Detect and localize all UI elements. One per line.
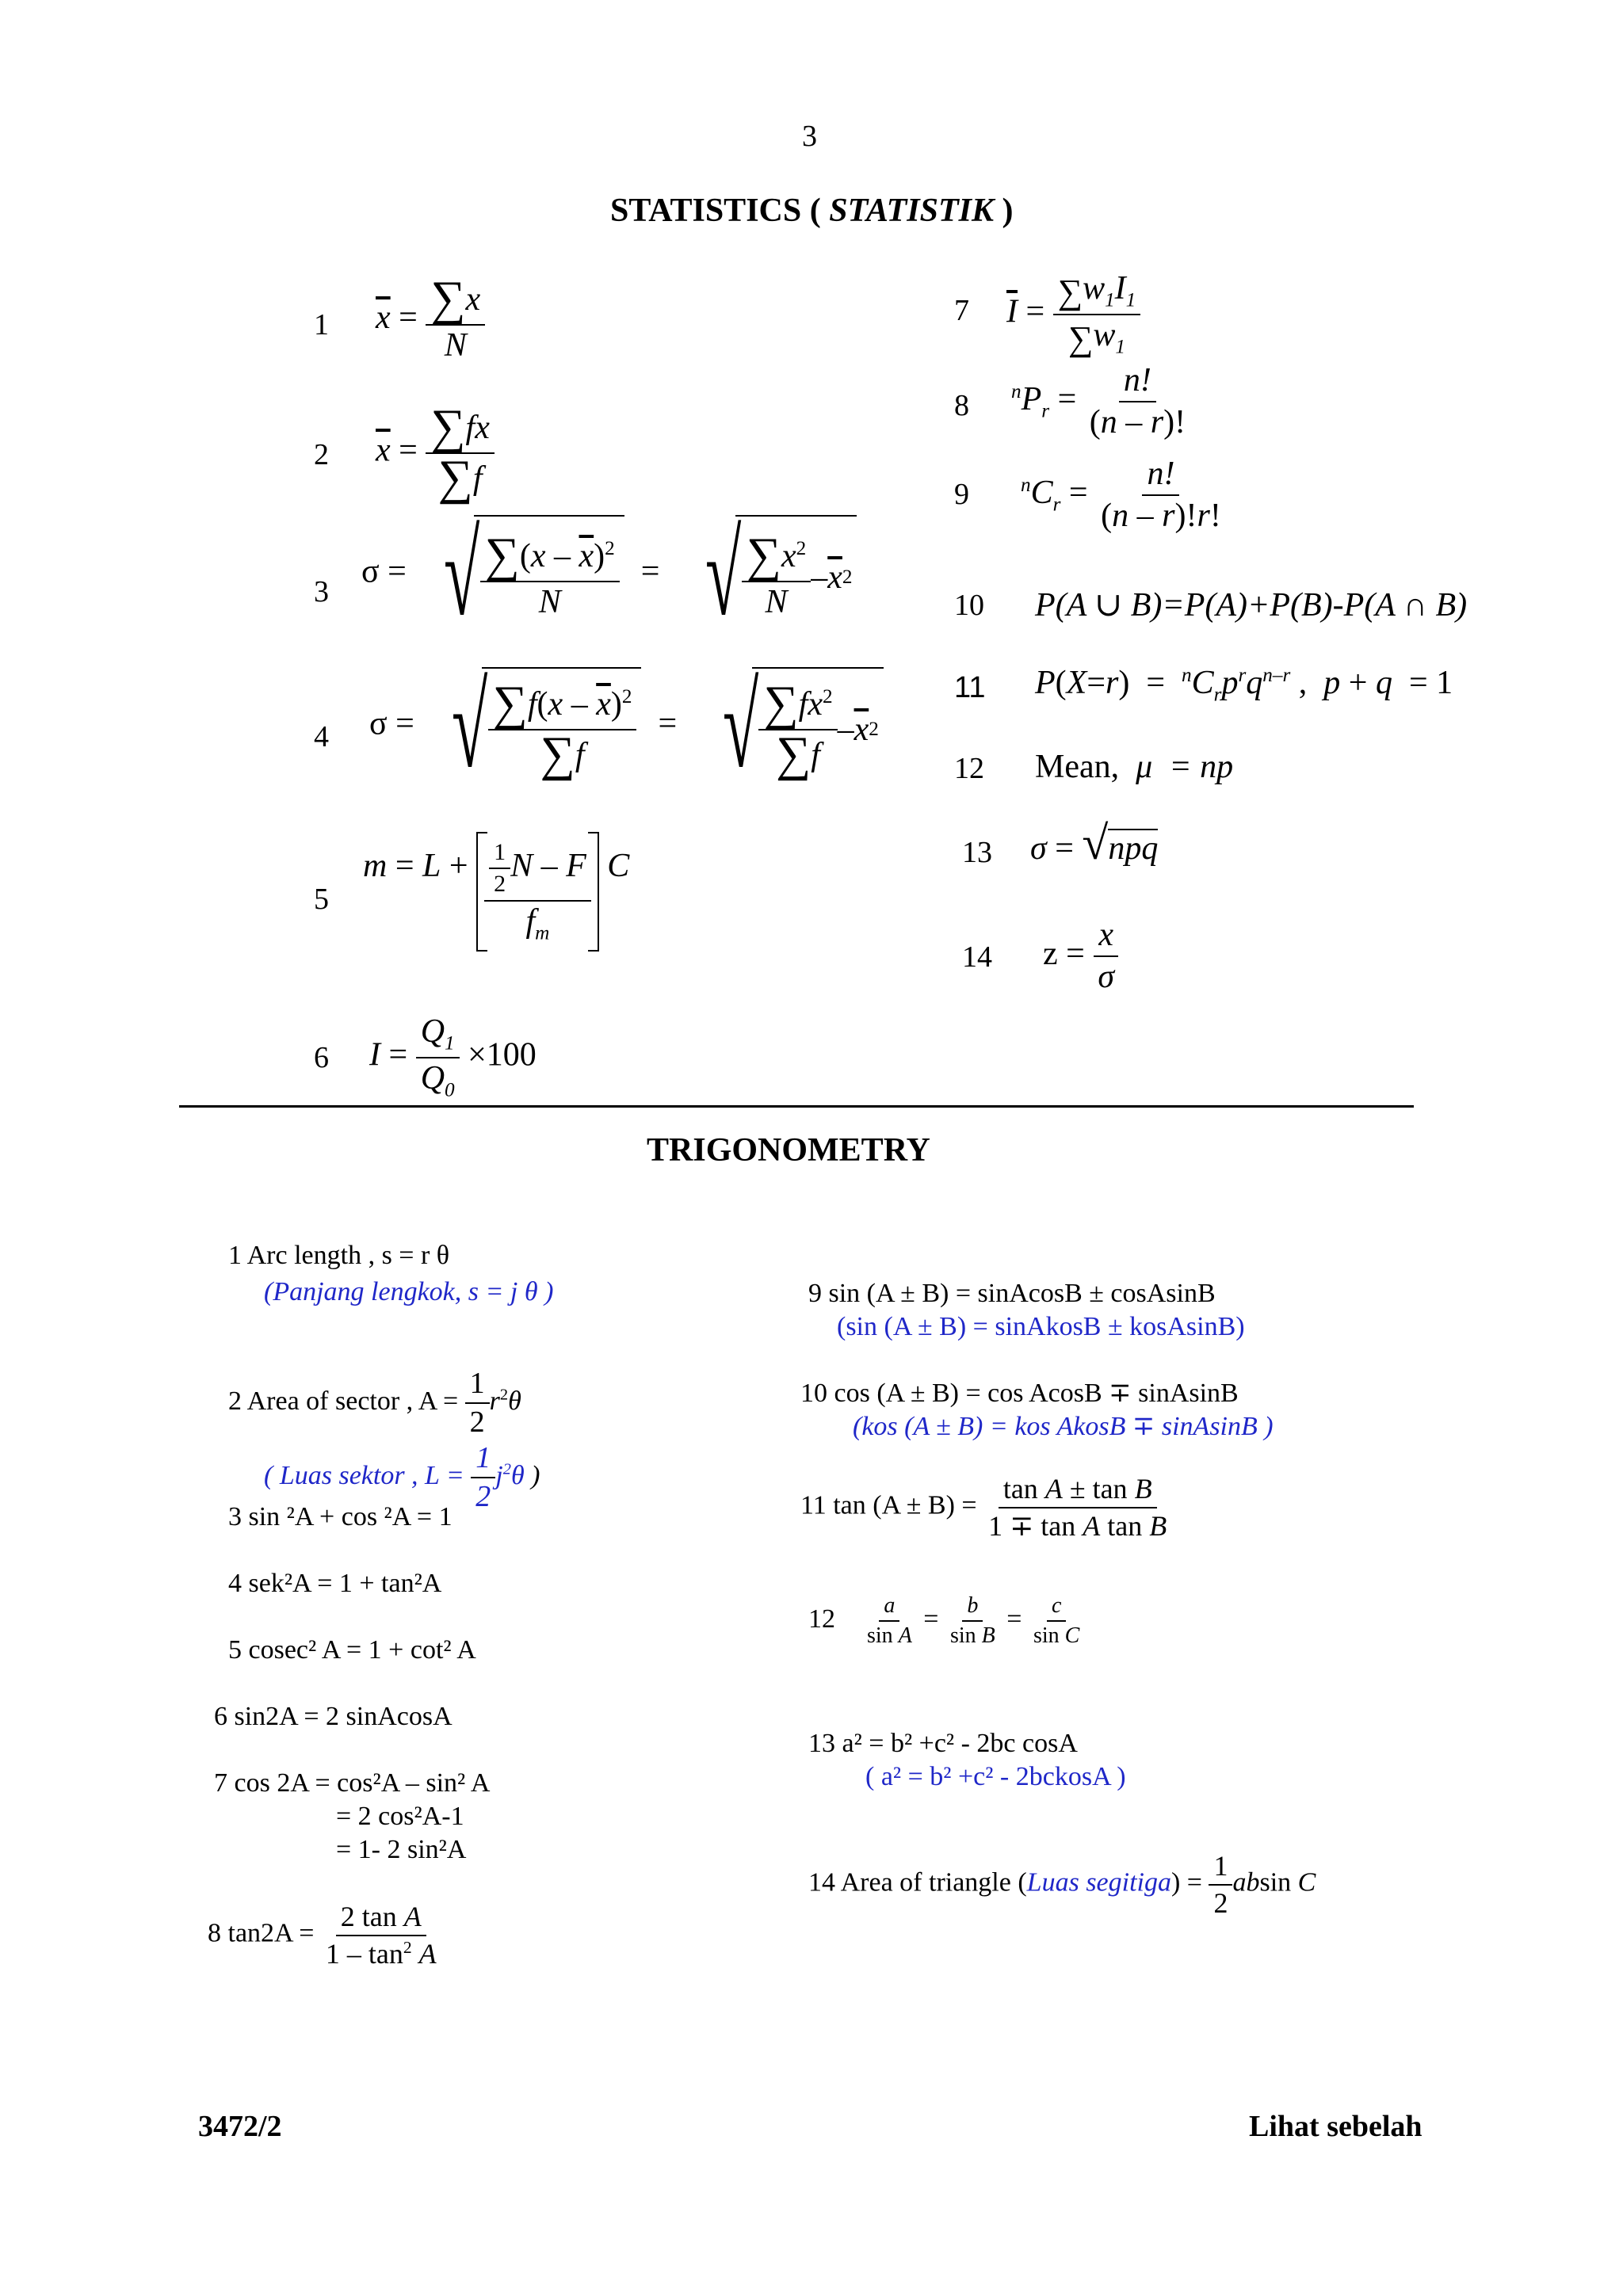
trig-formula-2-malay-text: ( Luas sektor , L =	[264, 1460, 464, 1490]
trig-formula-3: 3 sin ²A + cos ²A = 1	[228, 1502, 453, 1531]
trig-formula-11-text: 11 tan (A ± B) =	[800, 1490, 977, 1520]
stat-number-3: 3	[314, 575, 329, 608]
trig-formula-7: 7 cos 2A = cos²A – sin² A	[214, 1768, 491, 1798]
stat-number-8: 8	[954, 389, 969, 422]
stat-formula-9: $^nC_r$ = $\frac{n!}{(n - r)!r!}$	[1021, 456, 1221, 535]
statistics-heading-italic: STATISTIK	[829, 193, 994, 229]
stat-number-7: 7	[954, 294, 969, 327]
trig-formula-2-text: 2 Area of sector , A =	[228, 1386, 459, 1416]
trig-formula-11: 11 tan (A ± B) = $\frac{\text{tan A ± tan B}}{\text{1 ∓ tan A tan B}}$	[800, 1473, 1167, 1542]
stat-formula-7: $\overline{I}$ = $\frac{\sum w_1I_1}{\sum w_1}$	[1006, 271, 1140, 357]
statistics-heading-close: )	[1002, 193, 1014, 229]
trig-formula-2-malay: ( Luas sektor , L = $\frac{1}{2}$ $j^2\theta$ )	[264, 1441, 540, 1514]
stat-formula-10: P(A ∪ B)=P(A)+P(B)-P(A ∩ B)	[1035, 587, 1468, 624]
stat-formula-2: $\overline{x}$ = $\frac{\sum fx}{\sum f}$	[376, 406, 495, 501]
stat-number-4: 4	[314, 720, 329, 753]
trig-formula-6: 6 sin2A = 2 sinAcosA	[214, 1702, 453, 1731]
stat-formula-4: σ = √ $\frac{\sum f(x - \overline{x})^2}{\sum f}$ = √ $\frac{\sum fx^2}{\sum f}$ – $\overline{x}$ 2	[369, 667, 884, 786]
stat-number-13: 13	[962, 836, 992, 869]
stat-formula-11: $P(X=r) = ^nC_rp^rq^{n-r}$ , p + q = 1	[1035, 665, 1453, 706]
stat-number-14: 14	[962, 940, 992, 974]
stat-number-12: 12	[954, 752, 984, 785]
stat-number-11: 11	[954, 671, 986, 704]
page-number: 3	[802, 120, 817, 153]
trig-formula-14-close: ) =	[1170, 1867, 1202, 1897]
stat-formula-1: $\overline{x}$ = $\frac{\sum x}{N}$	[376, 277, 485, 364]
stat-number-2: 2	[314, 438, 329, 471]
trig-formula-14: 14 Area of triangle (Luas segitiga) = $\frac{1}{2}$ absin C	[808, 1850, 1316, 1919]
trig-formula-7-line-2: = 2 cos²A-1	[336, 1802, 464, 1831]
stat-number-10: 10	[954, 589, 984, 622]
stat-number-9: 9	[954, 478, 969, 511]
stat-number-5: 5	[314, 883, 329, 916]
trig-formula-14-text: 14 Area of triangle (	[808, 1867, 1027, 1897]
statistics-heading	[610, 192, 1014, 230]
trig-formula-9: 9 sin (A ± B) = sinAcosB ± cosAsinB	[808, 1279, 1216, 1308]
stat-formula-12: Mean, μ = np	[1035, 749, 1234, 785]
trig-formula-12: 12 $\frac{a}{\text{sin A}}$ = $\frac{b}{\text{sin B}}$ = $\frac{c}{\text{sin C}}$	[808, 1593, 1080, 1649]
trig-formula-10: 10 cos (A ± B) = cos AcosB ∓ sinAsinB	[800, 1379, 1239, 1408]
trigonometry-heading: TRIGONOMETRY	[647, 1132, 930, 1169]
footer-code: 3472/2	[198, 2110, 282, 2143]
trig-formula-8: 8 tan2A = $\frac{\text{2 tan A}}{1 - \tan^2 A}$	[208, 1901, 437, 1970]
stat-formula-6: I = $\frac{Q_1}{Q_0}$ ×100	[369, 1013, 537, 1100]
trig-formula-8-text: 8 tan2A =	[208, 1918, 315, 1948]
trig-formula-1-malay: (Panjang lengkok, s = j θ )	[264, 1277, 554, 1306]
stat-number-1: 1	[314, 308, 329, 341]
trig-formula-9-malay: (sin (A ± B) = sinAkosB ± kosAsinB)	[837, 1312, 1245, 1341]
trig-formula-5: 5 cosec² A = 1 + cot² A	[228, 1635, 476, 1665]
stat-formula-13: σ = √npq	[1030, 817, 1159, 869]
stat-formula-8: $^nP_r$ = $\frac{n!}{(n - r)!}$	[1011, 362, 1186, 441]
trig-formula-7-line-3: = 1- 2 sin²A	[336, 1835, 467, 1864]
trig-formula-13: 13 a² = b² +c² - 2bc cosA	[808, 1729, 1078, 1758]
stat-formula-14: z = $\frac{x}{\sigma}$	[1043, 917, 1119, 996]
trig-formula-12-number: 12	[808, 1604, 835, 1634]
trig-formula-14-malay: Luas segitiga	[1026, 1867, 1171, 1897]
trig-formula-2: 2 Area of sector , A = $\frac{1}{2}$ $r^2\theta$	[228, 1367, 521, 1440]
stat-formula-14-lhs: z =	[1043, 936, 1085, 972]
stat-formula-12-label: Mean,	[1035, 749, 1120, 785]
trig-formula-13-malay: ( a² = b² +c² - 2bckosA )	[865, 1762, 1126, 1791]
trig-formula-10-malay: (kos (A ± B) = kos AkosB ∓ sinAsinB )	[853, 1412, 1274, 1441]
stat-formula-3: σ = √ $\frac{\sum(x - \overline{x})^2}{N}$ = √ $\frac{\sum x^2}{N}$ – $\overline{x}$ 2	[361, 515, 857, 634]
stat-number-6: 6	[314, 1041, 329, 1074]
trig-formula-1: 1 Arc length , s = r θ	[228, 1241, 450, 1270]
statistics-heading-text: STATISTICS (	[610, 193, 821, 229]
stat-formula-5: m = L + $\frac{1}{2}$ N – F $f_m$ C	[363, 832, 629, 952]
footer-next-page: Lihat sebelah	[1249, 2110, 1423, 2143]
section-divider	[179, 1105, 1414, 1108]
trig-formula-4: 4 sek²A = 1 + tan²A	[228, 1569, 442, 1598]
